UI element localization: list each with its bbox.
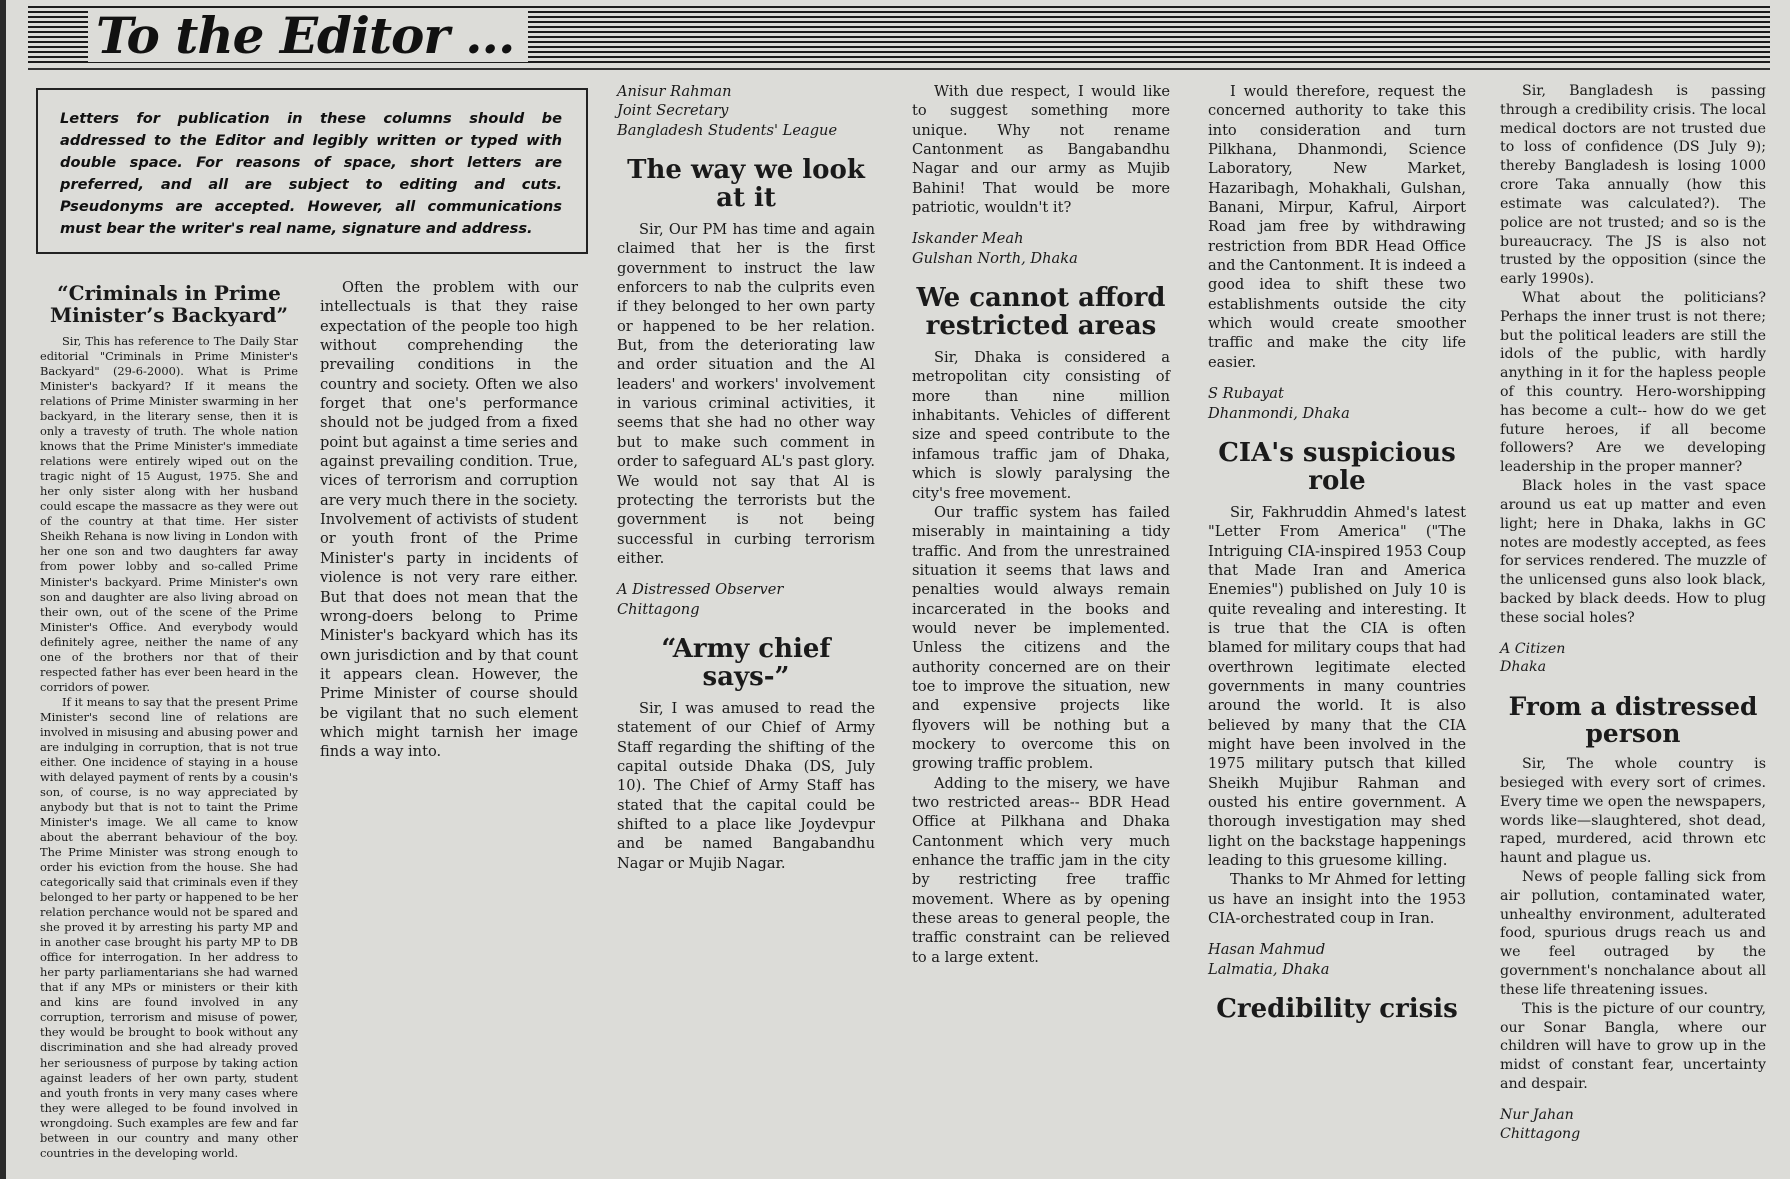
letter-paragraph: If it means to say that the present Prime Minister's second line of relations are involved in misusing and abusing power and are indulging in corruption, that is not true either. One incidence of staying in a house with delayed payment of rents by a cousin's son, of course, is no way appreciated by anybody but that is not to taint the Prime Minister's image. We all came to know about the aberrant behaviour of the boy. The Prime Minister was strong enough to order his eviction from the house. She had categorically said that criminals even if they belonged to her party or happened to be her relation perchance would not be spared and she proved it by arresting his party MP and in another case brought his party MP to DB office for interrogation. In her address to her party parliamentarians she had warned that if any MPs or ministers or their kith and kins are found involved in any corruption, terrorism and misuse of power, they would be brought to book without any discrimination and she had already proved her seriousness of purpose by taking action against leaders of her own party, student and youth fronts in very many cases where they were alleged to be found involved in wrongdoing. Such examples are few and far between in our country and many other countries in the developing world. bbox=[40, 694, 298, 1160]
letter-paragraph: Often the problem with our intellectuals is that they raise expectation of the people too high without comprehending the prevailing conditions in the country and society. Often we also forget that one's performance should not be judged from a fixed point but against a time series and against prevailing condition. True, vices of terrorism and corruption are very much there in the society. Involvement of activists of student or youth front of the Prime Minister's party in incidents of violence is not very rare either. But that does not mean that the wrong-doers belong to Prime Minister's backyard which has its own jurisdiction and by that count it appears clean. However, the Prime Minister of course should be vigilant that no such element which might tarnish her image finds a way into. bbox=[320, 279, 578, 761]
letter-paragraph: Sir, Dhaka is considered a metropolitan city consisting of more than nine million inhabitants. Vehicles of different size and speed contribute to the infamous traffic jam of Dhaka, which is slowly paralysing the city's free movement. bbox=[912, 349, 1170, 502]
letter-paragraph: Sir, Bangladesh is passing through a credibility crisis. The local medical doctors are not trusted due to loss of confidence (DS July 9); thereby Bangladesh is losing 1000 crore Taka annually (how this estimate was calculated?). The police are not trusted; and so is the bureaucracy. The JS is also not trusted by the opposition (since the early 1990s). bbox=[1500, 83, 1766, 288]
letter-headline: “Army chief says-” bbox=[661, 633, 831, 692]
letter-paragraph: Sir, I was amused to read the statement of our Chief of Army Staff regarding the shifting of the capital outside Dhaka (DS, July 10). The Chief of Army Staff has stated that the capital could be shifted to a place like Joydevpur and be named Bangabandhu Nagar or Mujib Nagar. bbox=[617, 699, 875, 872]
letter-paragraph: News of people falling sick from air pollution, contaminated water, unhealthy environment, adulterated food, spurious drugs reach us and we feel outraged by the government's nonchalance about all these life threatening issues. bbox=[1500, 869, 1766, 998]
signature-name: Nur Jahan bbox=[1500, 1106, 1574, 1123]
column-4 bbox=[912, 82, 1170, 967]
editorial-notice: Letters for publication in these columns should be addressed to the Editor and legibly written or typed with double space. For reasons of space, short letters are preferred, and all are subject to editing and cuts. Pseudonyms are accepted. However, all communications must bear the writer's real name, signature and address. bbox=[36, 88, 588, 254]
signature-line: Gulshan North, Dhaka bbox=[912, 249, 1078, 267]
signature-name: Hasan Mahmud bbox=[1208, 941, 1326, 959]
signature-name: Iskander Meah bbox=[912, 230, 1024, 248]
column-5 bbox=[1208, 82, 1466, 1031]
section-title: To the Editor ... bbox=[88, 10, 528, 62]
column-6 bbox=[1500, 82, 1766, 1143]
column-3 bbox=[617, 82, 875, 873]
letter-paragraph: With due respect, I would like to suggest something more unique. Why not rename Cantonment as Bangabandhu Nagar and our army as Mujib Bahini! That would be more patriotic, wouldn't it? bbox=[912, 83, 1170, 217]
signature-line: Joint Secretary bbox=[617, 102, 729, 120]
page-edge bbox=[0, 0, 6, 1179]
letter-paragraph: Adding to the misery, we have two restricted areas-- BDR Head Office at Pilkhana and Dhaka Cantonment which very much enhance the traffic jam in the city by restricting free traffic movement. Where as by opening these areas to general people, the traffic constraint can be relieved to a large extent. bbox=[912, 774, 1170, 966]
letter-paragraph: Thanks to Mr Ahmed for letting us have an insight into the 1953 CIA-orchestrated coup in Iran. bbox=[1208, 871, 1466, 928]
column-2 bbox=[320, 278, 578, 1158]
letter-paragraph: This is the picture of our country, our Sonar Bangla, where our children will have to grow up in the midst of constant fear, uncertainty and despair. bbox=[1500, 1000, 1766, 1092]
signature-name: S Rubayat bbox=[1208, 385, 1284, 403]
letter-paragraph: What about the politicians? Perhaps the inner trust is not there; but the political leaders are still the idols of the public, with hardly anything in it for the hapless people of this country. Hero-worshipping has become a cult-- how do we get future heroes, if all become followers? Are we developing leadership in the proper manner? bbox=[1500, 289, 1766, 476]
top-rule bbox=[28, 68, 1770, 70]
letter-headline: The way we look at it bbox=[627, 155, 865, 214]
section-banner bbox=[28, 6, 1770, 64]
signature-line: Dhaka bbox=[1500, 659, 1547, 676]
letter-paragraph: Sir, This has reference to The Daily Star editorial "Criminals in Prime Minister's Backyard" (29-6-2000). What is Prime Minister's backyard? If it means the relations of Prime Minister swarming in her backyard, in the literary sense, then it is only a travesty of truth. The whole nation knows that the Prime Minister's immediate relations were entirely wiped out on the tragic night of 15 August, 1975. She and her only sister along with her husband could escape the massacre as they were out of the country at that time. Her sister Sheikh Rehana is now living in London with her one son and two daughters far away from power lobby and so-called Prime Minister's backyard. Prime Minister's own son and daughter are also living abroad on their own, out of the scene of the Prime Minister's Office. And everybody would definitely agree, neither the name of any one of the brothers nor that of their respected father has ever been heard in the corridors of power. bbox=[40, 334, 298, 694]
letter-headline: From a distressed person bbox=[1508, 692, 1758, 749]
letter-paragraph: I would therefore, request the concerned authority to take this into consideration and turn Pilkhana, Dhanmondi, Science Laboratory, New Market, Hazaribagh, Mohakhali, Gulshan, Banani, Mirpur, Kafrul, Airport Road jam free by withdrawing restriction from BDR Head Office and the Cantonment. It is indeed a good idea to shift these two establishments outside the city which would create smoother traffic and make the city life easier. bbox=[1208, 83, 1466, 371]
letter-paragraph: Sir, Fakhruddin Ahmed's latest "Letter From America" ("The Intriguing CIA-inspired 1953 Coup that Made Iran and America Enemies") published on July 10 is quite revealing and interesting. It is true that the CIA is often blamed for military coups that had overthrown legitimate elected governments in many countries around the world. It is also believed by many that the CIA might have been involved in the 1975 military putsch that killed Sheikh Mujibur Rahman and ousted his entire government. A thorough investigation may shed light on the backstage happenings leading to this gruesome killing. bbox=[1208, 503, 1466, 870]
letter-headline: CIA's suspicious role bbox=[1218, 437, 1456, 496]
signature-name: A Distressed Observer bbox=[617, 581, 784, 599]
letter-paragraph: Sir, Our PM has time and again claimed that her is the first government to instruct the law enforcers to nab the culprits even if they belonged to her own party or happened to be her relation. But, from the deteriorating law and order situation and the Al leaders' and workers' involvement in various criminal activities, it seems that she had no other way but to make such comment in order to safeguard AL's past glory. We would not say that Al is protecting the terrorists but the government is not being successful in curbing terrorism either. bbox=[617, 221, 875, 567]
signature-line: Chittagong bbox=[1500, 1125, 1581, 1142]
letter-headline: We cannot afford restricted areas bbox=[916, 283, 1166, 342]
signature-line: Lalmatia, Dhaka bbox=[1208, 960, 1330, 978]
letter-paragraph: Our traffic system has failed miserably in maintaining a tidy traffic. And from the unrestrained situation it seems that laws and penalties would always remain incarcerated in the books and would never be implemented. Unless the citizens and the authority concerned are on their toe to improve the situation, new and expensive projects like flyovers will be nothing but a mockery to overcome this on growing traffic problem. bbox=[912, 503, 1170, 773]
signature-name: Anisur Rahman bbox=[617, 83, 732, 100]
signature-line: Dhanmondi, Dhaka bbox=[1208, 404, 1350, 422]
letter-paragraph: Black holes in the vast space around us eat up matter and even light; here in Dhaka, lakhs in GC notes are modestly accepted, as fees for services rendered. The muzzle of the unlicensed guns also look black, backed by black deeds. How to plug these social holes? bbox=[1500, 478, 1766, 626]
letter-headline: “Criminals in Prime Minister’s Backyard” bbox=[49, 281, 289, 327]
letter-paragraph: Sir, The whole country is besieged with every sort of crimes. Every time we open the newspapers, words like—slaughtered, shot dead, raped, murdered, acid thrown etc haunt and plague us. bbox=[1500, 756, 1766, 867]
column-1 bbox=[40, 278, 298, 1161]
signature-line: Bangladesh Students' League bbox=[617, 121, 838, 139]
letter-headline: Credibility crisis bbox=[1216, 994, 1458, 1025]
signature-line: Chittagong bbox=[617, 600, 700, 618]
signature-name: A Citizen bbox=[1500, 640, 1566, 657]
